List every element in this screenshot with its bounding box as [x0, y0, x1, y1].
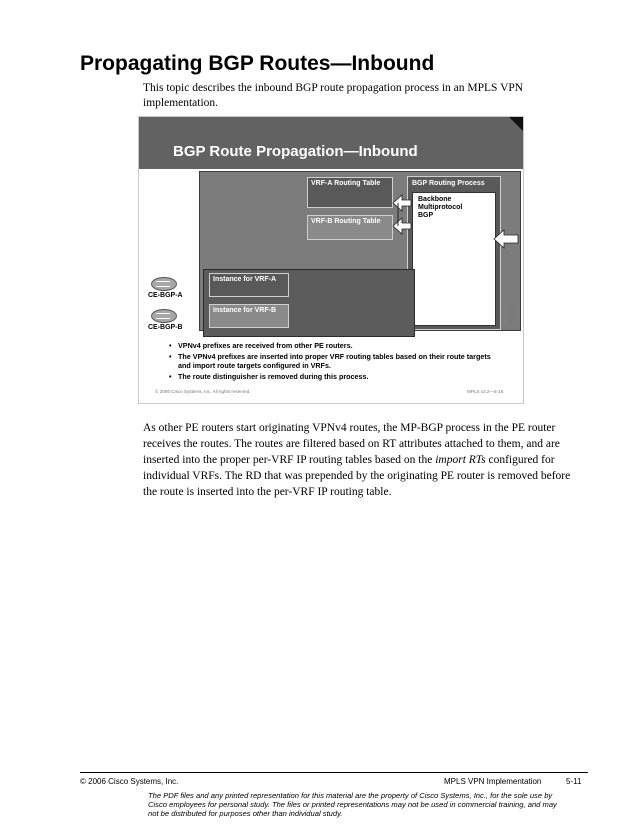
slide-course-code: MPLS v2.2—5-16: [467, 389, 504, 394]
router-a-icon: [151, 277, 177, 291]
inbound-arrow-icon: [494, 230, 518, 248]
router-b-label: CE-BGP-B: [148, 324, 183, 331]
instance-vrf-a: [209, 273, 289, 297]
router-b-icon: [151, 309, 177, 323]
slide-bullets: [169, 341, 499, 383]
instance-vrf-b: [209, 304, 289, 328]
footer-rule: [80, 772, 588, 773]
arrow-to-vrf-a-icon: [393, 195, 411, 211]
vrf-a-table-label: VRF-A Routing Table: [311, 180, 381, 187]
instance-vrf-a-label: Instance for VRF-A: [213, 276, 277, 283]
slide-corner-mark: [509, 117, 523, 131]
backbone-mp-bgp-label: Backbone Multiprotocol BGP: [418, 196, 463, 219]
slide-figure: [138, 116, 524, 404]
body-text-part-1: As other PE routers start originating VPNv4 routes, the MP-BGP process in the PE router receives the routes. The routes are filtered based on RT attributes attached to them, and are inserted into the proper per-VRF IP routing tables based on the: [143, 422, 560, 466]
slide-bullet-3: • The route distinguisher is removed during this process.: [169, 372, 499, 381]
instance-group-box: [203, 269, 415, 337]
footer-disclaimer: The PDF files and any printed representation for this material are the property of Cisco Systems, Inc., for the sole use by Cisco employees for personal study. The files or printed representations may not be used in commercial training, and may not be distributed for purposes other than individual study.: [148, 791, 557, 818]
body-text-emphasis: import RTs: [435, 454, 486, 466]
body-text-part-2: configured for individual VRFs. The RD that was prepended by the originating PE router is removed before the route is inserted into the per-VRF IP routing table.: [143, 454, 571, 498]
slide-bullet-1: • VPNv4 prefixes are received from other PE routers.: [169, 341, 499, 350]
footer-copyright: © 2006 Cisco Systems, Inc.: [80, 777, 179, 786]
slide-bullet-2: • The VPNv4 prefixes are inserted into proper VRF routing tables based on their route targets and import route targets configured in VRFs.: [169, 352, 499, 370]
bgp-process-label: BGP Routing Process: [412, 180, 485, 187]
router-a-label: CE-BGP-A: [148, 292, 183, 299]
body-paragraph: [143, 420, 573, 500]
footer-page-number: 5-11: [566, 777, 582, 786]
slide-side-code: MPLS-5-16: [509, 302, 514, 323]
footer-course: MPLS VPN Implementation: [444, 777, 542, 786]
slide-title: BGP Route Propagation—Inbound: [173, 143, 418, 160]
page-heading: Propagating BGP Routes—Inbound: [80, 52, 435, 75]
vrf-b-table-label: VRF-B Routing Table: [311, 218, 381, 225]
intro-paragraph: This topic describes the inbound BGP route propagation process in an MPLS VPN implementation.: [143, 82, 524, 109]
slide-copyright: © 2006 Cisco Systems, Inc. All rights reserved.: [155, 389, 251, 394]
instance-vrf-b-label: Instance for VRF-B: [213, 307, 277, 314]
arrow-to-vrf-b-icon: [393, 218, 411, 234]
